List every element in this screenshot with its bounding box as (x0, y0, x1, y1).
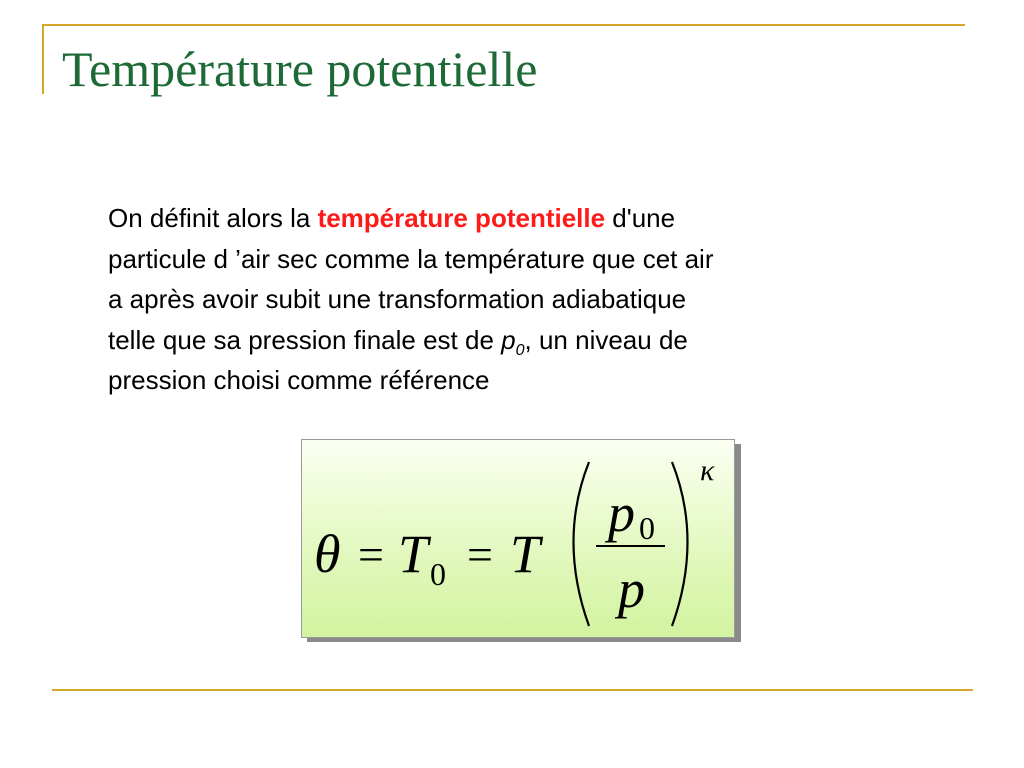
definition-line-5: pression choisi comme référence (108, 365, 490, 395)
frame-bottom-line (52, 689, 973, 691)
highlighted-term: température potentielle (317, 203, 606, 233)
t-zero-subscript: 0 (430, 556, 446, 592)
definition-line-4 (108, 320, 928, 361)
slide-title: Température potentielle (62, 41, 538, 97)
equals-sign-2: = (467, 529, 493, 580)
denominator-pressure-symbol: p (618, 559, 645, 619)
right-parenthesis (672, 462, 688, 626)
frame-top-line (42, 24, 965, 26)
pressure-subscript: 0 (515, 341, 525, 359)
definition-paragraph (108, 198, 928, 401)
temperature-symbol: T (510, 524, 541, 584)
formula-box (301, 439, 735, 638)
pressure-symbol: p (501, 324, 516, 355)
numerator-pressure-subscript: 0 (639, 510, 655, 546)
definition-line-3: a après avoir subit une transformation adiabatique (108, 284, 687, 314)
text-segment: d'une (605, 203, 676, 233)
definition-line-2: particule d ’air sec comme la température que cet air (108, 243, 714, 274)
t-zero-symbol: T (398, 524, 429, 584)
frame-left-line (42, 24, 44, 94)
kappa-exponent: κ (700, 454, 715, 487)
text-segment: telle que sa pression finale est de (108, 324, 502, 355)
equals-sign-1: = (358, 529, 384, 580)
left-parenthesis (574, 462, 590, 626)
text-segment: , un niveau de (524, 324, 688, 355)
pressure-variable (501, 324, 525, 359)
numerator-pressure-symbol: p (608, 483, 635, 543)
theta-symbol: θ (314, 524, 341, 584)
potential-temperature-formula (302, 440, 734, 637)
definition-line-1 (108, 198, 928, 239)
text-segment: On définit alors la (108, 203, 318, 233)
